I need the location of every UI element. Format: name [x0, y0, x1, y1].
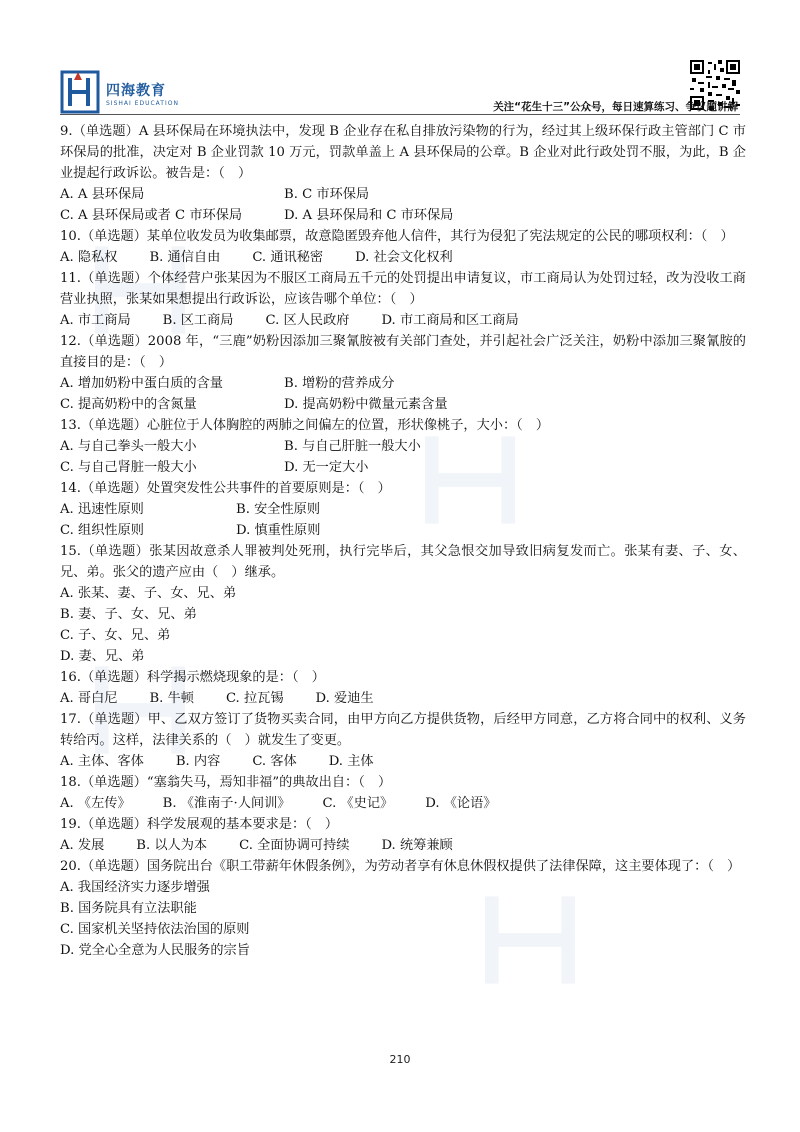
logo-icon [60, 70, 100, 114]
option-c[interactable]: C. 拉瓦锡 [225, 691, 284, 706]
option-a[interactable]: A. 发展 [60, 838, 105, 853]
option-list [60, 310, 746, 331]
page-header [0, 0, 800, 118]
option-d[interactable]: D. 爱迪生 [315, 691, 374, 706]
option-c[interactable]: C. 客体 [252, 754, 297, 769]
question-stem: 15.（单选题）张某因故意杀人罪被判处死刑，执行完毕后，其父急恨交加导致旧病复发而亡。张某有妻、子、女、兄、弟。张父的遗产应由（ ）继承。 [60, 544, 746, 580]
option-b[interactable]: B. 《淮南子·人间训》 [162, 796, 291, 811]
option-d[interactable]: D. 社会文化权利 [355, 250, 453, 265]
option-c[interactable]: C. A 县环保局或者 C 市环保局 [60, 208, 243, 223]
option-b[interactable]: B. 与自己肝脏一般大小 [284, 439, 421, 454]
option-a[interactable]: A. 《左传》 [60, 796, 131, 811]
option-list [60, 499, 746, 541]
option-a[interactable]: A. 与自己拳头一般大小 [60, 439, 197, 454]
option-list [60, 835, 746, 856]
question-13 [60, 415, 746, 478]
question-10 [60, 226, 746, 268]
option-d[interactable]: D. 统筹兼顾 [381, 838, 453, 853]
logo-text: 四海教育 [106, 83, 166, 99]
question-stem: 17.（单选题）甲、乙双方签订了货物买卖合同，由甲方向乙方提供货物，后经甲方同意，乙方将合同中的权利、义务转给丙。这样，法律关系的（ ）就发生了变更。 [60, 712, 746, 748]
option-b[interactable]: B. 妻、子、女、兄、弟 [60, 607, 197, 622]
page-number: 210 [389, 1053, 411, 1066]
option-d[interactable]: D. A 县环保局和 C 市环保局 [284, 208, 454, 223]
question-stem: 12.（单选题）2008 年，“三鹿”奶粉因添加三聚氰胺被有关部门查处，并引起社会广泛关注，奶粉中添加三聚氰胺的直接目的是：（ ） [60, 334, 746, 370]
logo [60, 70, 180, 114]
option-list [60, 688, 746, 709]
question-stem: 11.（单选题）个体经营户张某因为不服区工商局五千元的处罚提出申请复议，市工商局认为处罚过轻，改为没收工商营业执照，张某如果想提出行政诉讼，应该告哪个单位：（ ） [60, 271, 746, 307]
option-d[interactable]: D. 无一定大小 [284, 460, 369, 475]
header-divider [60, 114, 740, 115]
question-15 [60, 541, 746, 667]
option-d[interactable]: D. 慎重性原则 [236, 523, 321, 538]
question-9 [60, 121, 746, 226]
question-list [60, 121, 746, 961]
option-d[interactable]: D. 党全心全意为人民服务的宗旨 [60, 943, 250, 958]
option-b[interactable]: B. 以人为本 [136, 838, 208, 853]
option-a[interactable]: A. 增加奶粉中蛋白质的含量 [60, 376, 223, 391]
option-c[interactable]: C. 与自己肾脏一般大小 [60, 460, 197, 475]
option-list [60, 247, 746, 268]
question-stem: 18.（单选题）“塞翁失马，焉知非福”的典故出自：（ ） [60, 775, 392, 790]
question-19 [60, 814, 746, 856]
question-stem: 19.（单选题）科学发展观的基本要求是：（ ） [60, 817, 339, 832]
option-list [60, 751, 746, 772]
question-18 [60, 772, 746, 814]
option-d[interactable]: D. 妻、兄、弟 [60, 649, 145, 664]
option-list [60, 793, 746, 814]
option-list [60, 583, 746, 667]
option-list [60, 436, 746, 478]
option-b[interactable]: B. 牛顿 [149, 691, 194, 706]
option-a[interactable]: A. 哥白尼 [60, 691, 118, 706]
option-list [60, 184, 746, 226]
option-b[interactable]: B. 增粉的营养成分 [284, 376, 395, 391]
option-c[interactable]: C. 子、女、兄、弟 [60, 628, 171, 643]
option-a[interactable]: A. 市工商局 [60, 313, 131, 328]
option-d[interactable]: D. 市工商局和区工商局 [381, 313, 519, 328]
option-b[interactable]: B. 国务院具有立法职能 [60, 901, 197, 916]
option-c[interactable]: C. 通讯秘密 [252, 250, 324, 265]
question-14 [60, 478, 746, 541]
logo-subtitle: SISHAI EDUCATION [106, 100, 179, 107]
option-c[interactable]: C. 国家机关坚持依法治国的原则 [60, 922, 250, 937]
question-stem: 10.（单选题）某单位收发员为收集邮票，故意隐匿毁弃他人信件，其行为侵犯了宪法规定的公民的哪项权利：（ ） [60, 229, 734, 244]
option-c[interactable]: C. 组织性原则 [60, 523, 144, 538]
question-20 [60, 856, 746, 961]
option-c[interactable]: C. 《史记》 [322, 796, 394, 811]
option-d[interactable]: D. 《论语》 [425, 796, 497, 811]
question-16 [60, 667, 746, 709]
option-b[interactable]: B. 通信自由 [149, 250, 221, 265]
option-b[interactable]: B. 区工商局 [162, 313, 234, 328]
question-12 [60, 331, 746, 415]
header-note: 关注“花生十三”公众号，每日速算练习、争议题讲解 [493, 101, 738, 113]
option-a[interactable]: A. 隐私权 [60, 250, 118, 265]
option-c[interactable]: C. 提高奶粉中的含氮量 [60, 397, 197, 412]
option-a[interactable]: A. 主体、客体 [60, 754, 144, 769]
option-c[interactable]: C. 区人民政府 [265, 313, 350, 328]
option-list [60, 877, 746, 961]
option-list [60, 373, 746, 415]
question-stem: 14.（单选题）处置突发性公共事件的首要原则是：（ ） [60, 481, 391, 496]
option-b[interactable]: B. 内容 [175, 754, 221, 769]
question-stem: 13.（单选题）心脏位于人体胸腔的两肺之间偏左的位置，形状像桃子，大小：（ ） [60, 418, 550, 433]
option-d[interactable]: D. 提高奶粉中微量元素含量 [284, 397, 448, 412]
question-11 [60, 268, 746, 331]
option-b[interactable]: B. 安全性原则 [236, 502, 321, 517]
option-a[interactable]: A. A 县环保局 [60, 187, 145, 202]
option-a[interactable]: A. 我国经济实力逐步增强 [60, 880, 210, 895]
question-stem: 16.（单选题）科学揭示燃烧现象的是：（ ） [60, 670, 325, 685]
question-stem: 9.（单选题）A 县环保局在环境执法中，发现 B 企业存在私自排放污染物的行为，经过其上级环保行政主管部门 C 市环保局的批准，决定对 B 企业罚款 10 万元，罚款单盖上 A 县环保局的公章。B 企业对此行政处罚不服，为此，B 企业提起行政诉讼。被告是：（ ） [60, 124, 746, 181]
option-b[interactable]: B. C 市环保局 [284, 187, 370, 202]
question-stem: 20.（单选题）国务院出台《职工带薪年休假条例》，为劳动者享有休息休假权提供了法律保障，这主要体现了：（ ） [60, 859, 741, 874]
option-d[interactable]: D. 主体 [328, 754, 374, 769]
option-c[interactable]: C. 全面协调可持续 [239, 838, 350, 853]
option-a[interactable]: A. 张某、妻、子、女、兄、弟 [60, 586, 237, 601]
question-17 [60, 709, 746, 772]
option-a[interactable]: A. 迅速性原则 [60, 502, 144, 517]
